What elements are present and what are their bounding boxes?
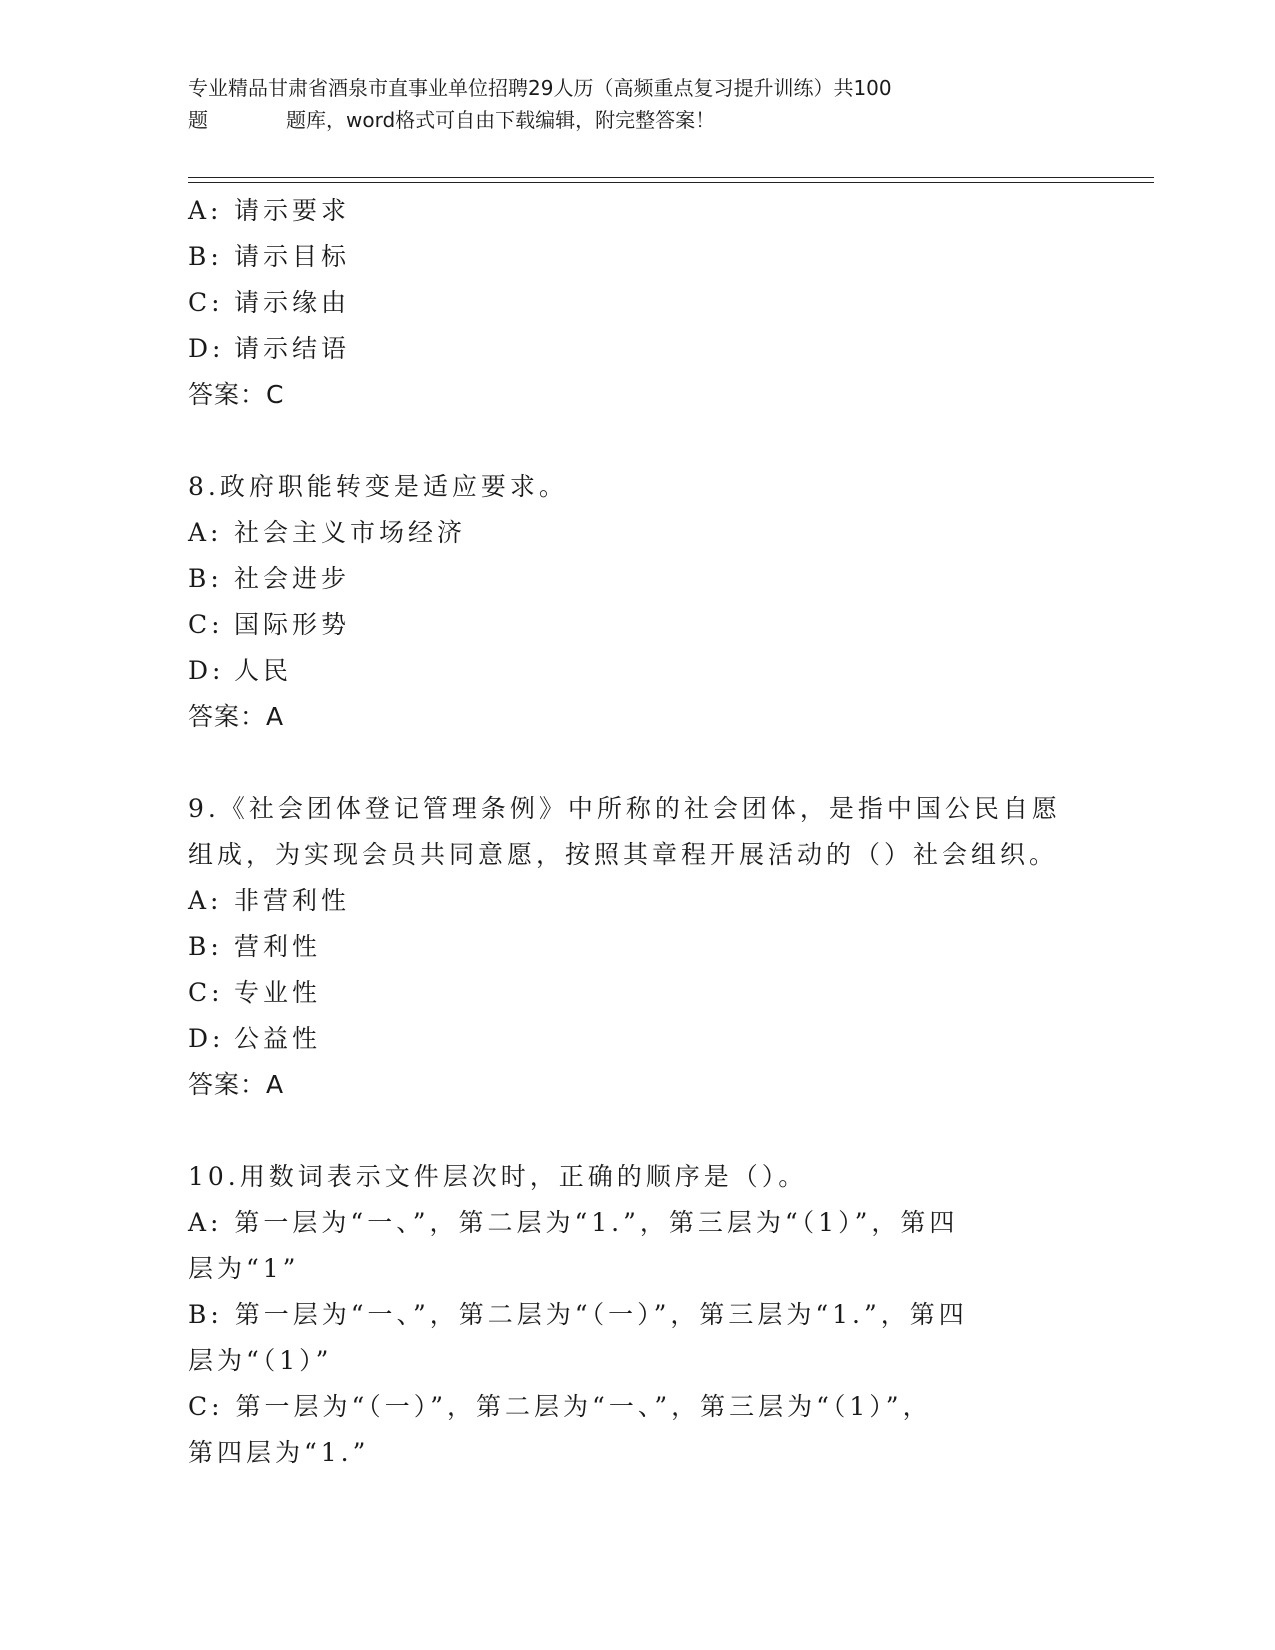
spacer (188, 740, 1068, 786)
header-title-line-1: 专业精品甘肃省酒泉市直事业单位招聘29人历（高频重点复习提升训练）共100 (188, 76, 892, 100)
option-a: A: 社会主义市场经济 (188, 518, 467, 547)
option-b-line-2: 层为“（1）” (188, 1346, 333, 1375)
option-c: C: 请示缘由 (188, 288, 351, 317)
header-divider-bottom (188, 182, 1154, 183)
question-9 (188, 786, 1068, 1108)
header-title-line-2-start: 题 (188, 108, 208, 132)
question-7 (188, 188, 1068, 418)
option-a: A: 请示要求 (188, 196, 351, 225)
header-title-line-2-rest: 题库，word格式可自由下载编辑，附完整答案！ (286, 108, 716, 132)
option-b-line-1: B: 第一层为“一、”，第二层为“（一）”，第三层为“1.”，第四 (188, 1300, 968, 1329)
question-stem: 10.用数词表示文件层次时，正确的顺序是（）。 (188, 1162, 808, 1191)
question-stem-line-1: 9.《社会团体登记管理条例》中所称的社会团体，是指中国公民自愿 (188, 794, 1061, 823)
option-b: B: 营利性 (188, 932, 322, 961)
header-title-line-2 (188, 104, 1088, 136)
option-d: D: 请示结语 (188, 334, 351, 363)
option-d: D: 公益性 (188, 1024, 322, 1053)
option-b: B: 社会进步 (188, 564, 351, 593)
answer: 答案：A (188, 702, 285, 731)
option-c: C: 国际形势 (188, 610, 351, 639)
option-a: A: 非营利性 (188, 886, 351, 915)
option-a-line-2: 层为“1” (188, 1254, 300, 1283)
spacer (188, 1108, 1068, 1154)
option-a-line-1: A: 第一层为“一、”，第二层为“1.”，第三层为“（1）”，第四 (188, 1208, 959, 1237)
question-10 (188, 1154, 1068, 1476)
option-c: C: 专业性 (188, 978, 322, 1007)
option-d: D: 人民 (188, 656, 293, 685)
option-b: B: 请示目标 (188, 242, 351, 271)
answer: 答案：A (188, 1070, 285, 1099)
question-stem-line-2: 组成，为实现会员共同意愿，按照其章程开展活动的（）社会组织。 (188, 840, 1059, 869)
question-stem: 8.政府职能转变是适应要求。 (188, 472, 568, 501)
answer: 答案：C (188, 380, 285, 409)
question-list (188, 188, 1068, 1476)
spacer (188, 418, 1068, 464)
question-8 (188, 464, 1068, 740)
document-header (188, 72, 1088, 136)
option-c-line-2: 第四层为“1.” (188, 1438, 370, 1467)
option-c-line-1: C: 第一层为“（一）”，第二层为“一、”，第三层为“（1）”， (188, 1392, 932, 1421)
header-divider-top (188, 177, 1154, 178)
